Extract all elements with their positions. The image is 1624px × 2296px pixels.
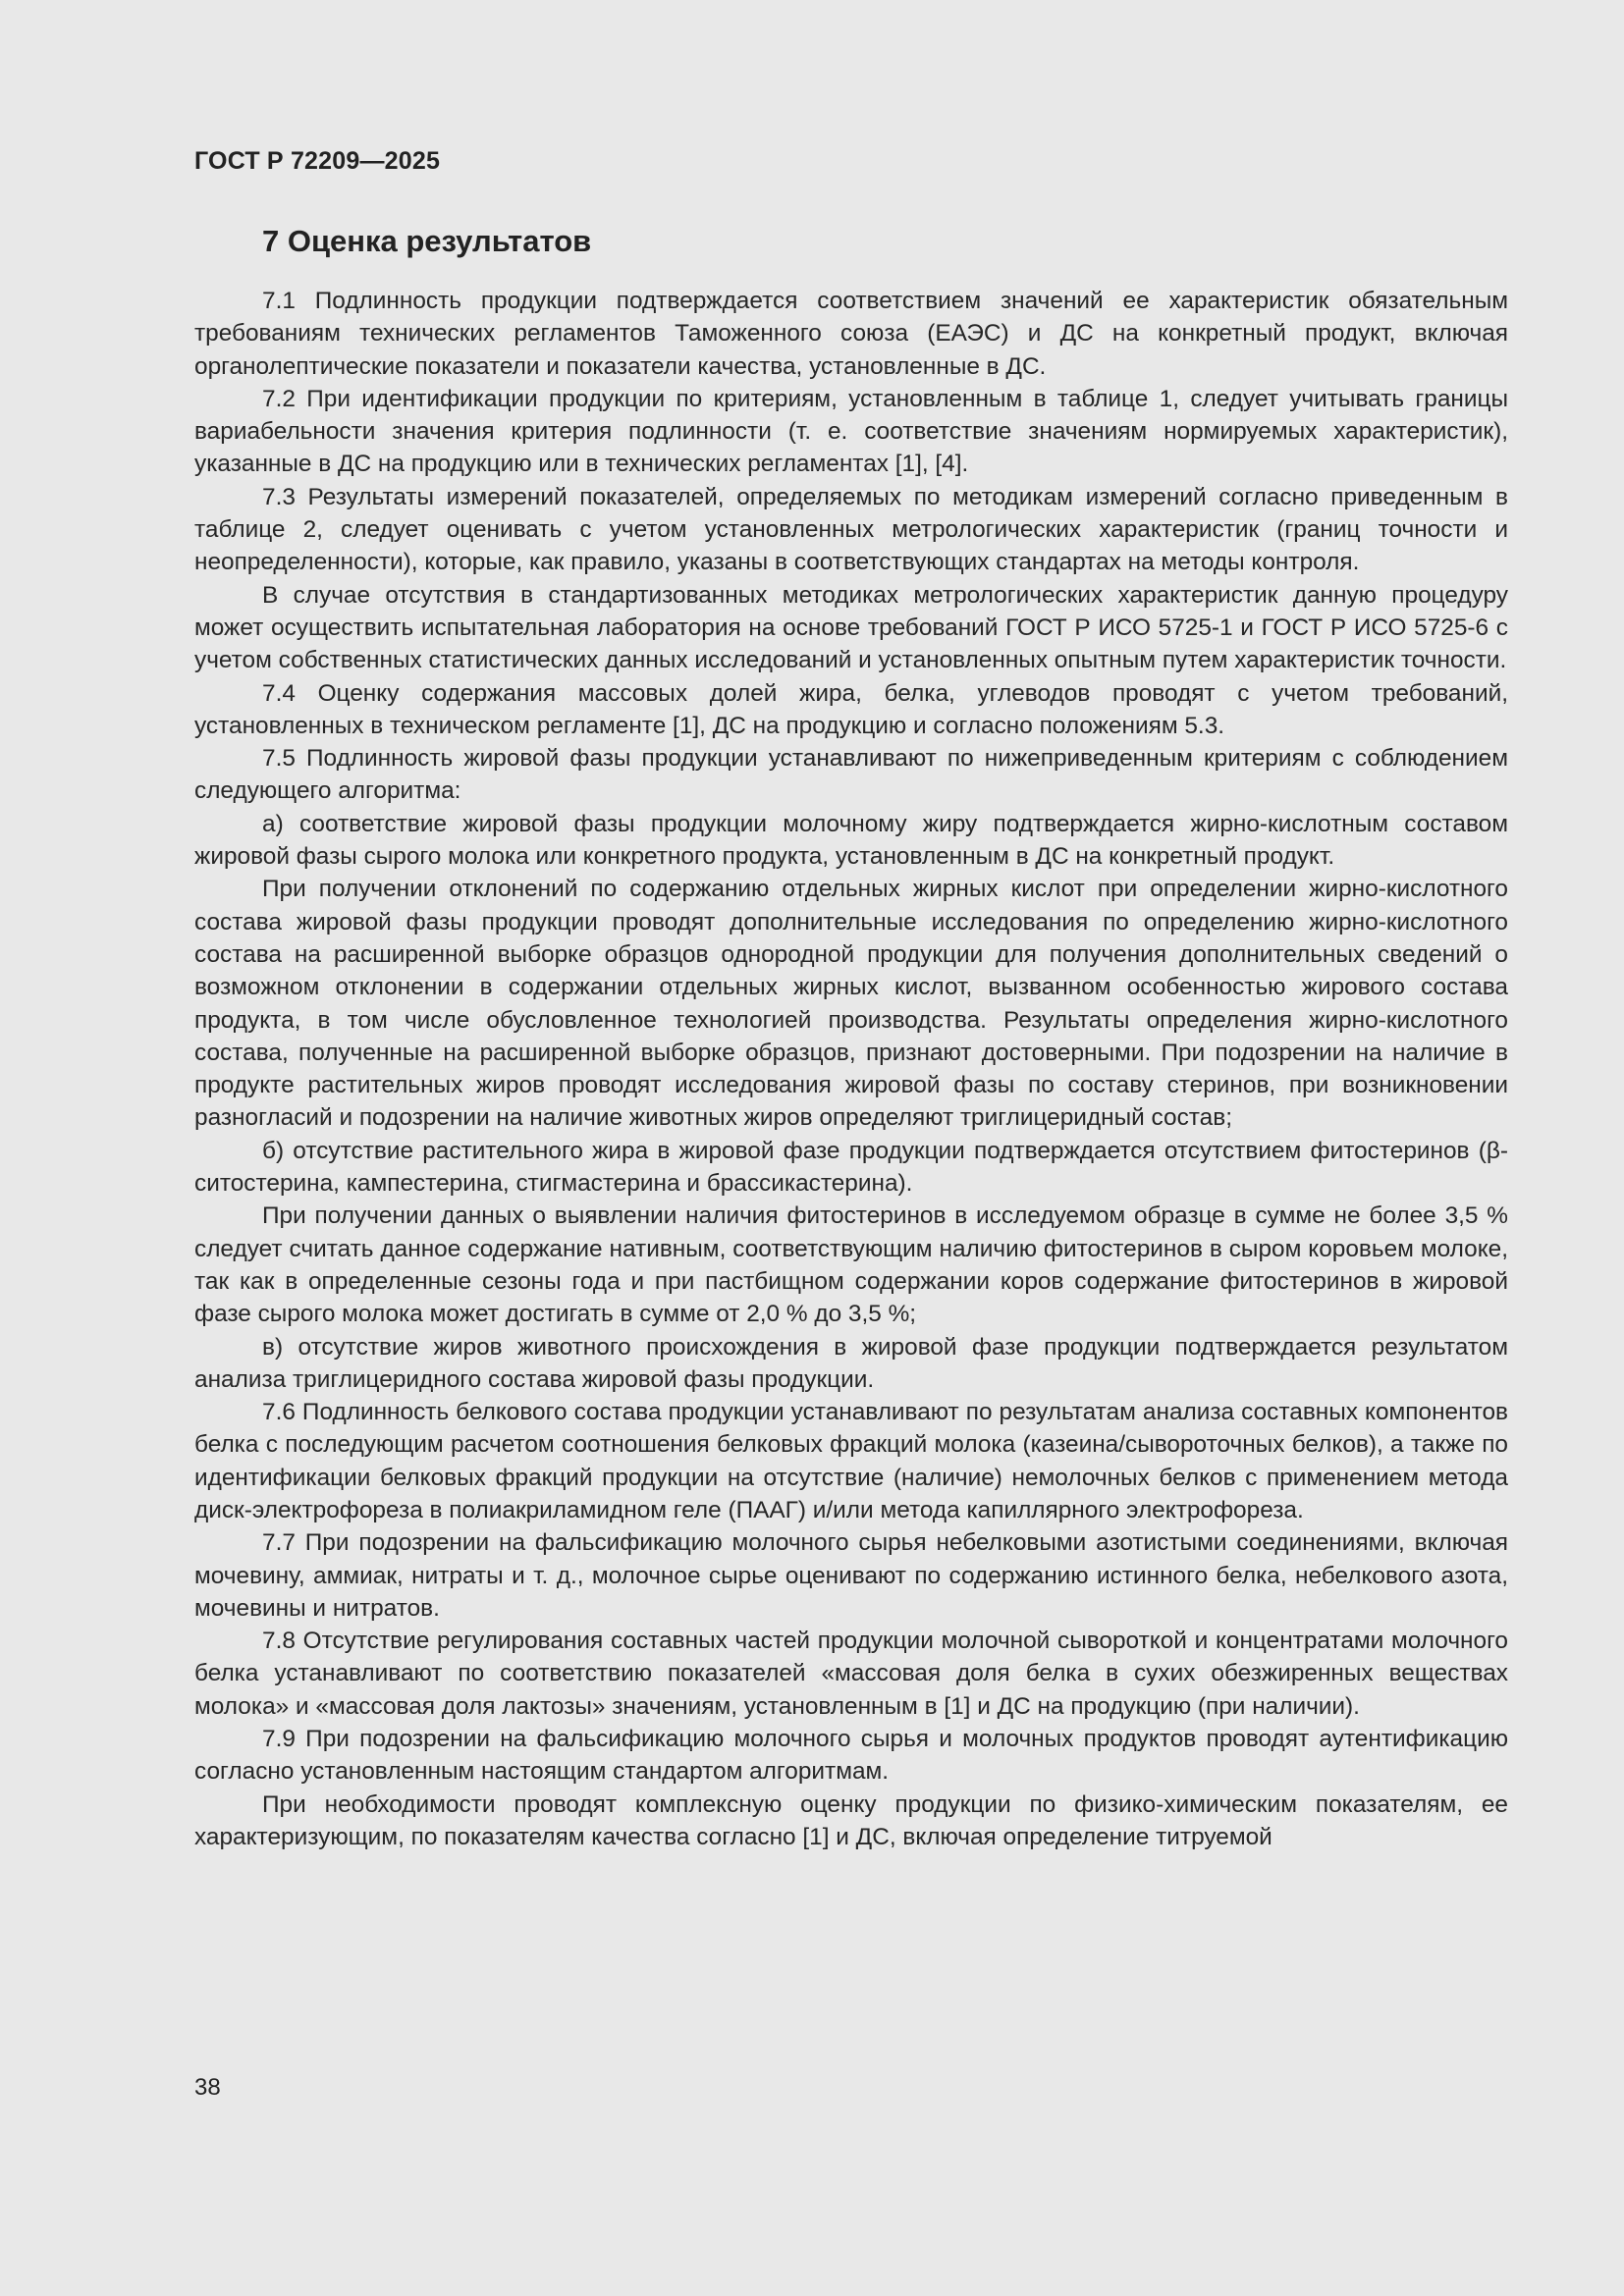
paragraph-7-9-continued: При необходимости проводят комплексную оценку продукции по физико-химическим показателям, ее характеризующим, по показателям качества согласно [1] и ДС, включая определение титруемой [194, 1790, 1508, 1850]
paragraph-7-2: 7.2 При идентификации продукции по критериям, установленным в таблице 1, следует учитывать границы вариабельности значения критерия подлинности (т. е. соответствие значениям нормируемых характеристик), указанные в ДС на продукцию или в технических регламентах [1], [4]. [194, 385, 1508, 478]
paragraph-7-5: 7.5 Подлинность жировой фазы продукции устанавливают по нижеприведенным критериям с соблюдением следующего алгоритма: [194, 745, 1508, 805]
paragraph-7-5-b-details: При получении данных о выявлении наличия фитостеринов в исследуемом образце в сумме не более 3,5 % следует считать данное содержание нативным, соответствующим наличию фитостеринов в сыром коровьем молоке, так как в определенные сезоны года и при пастбищном содержании коров содержание фитостеринов в жировой фазе сырого молока может достигать в сумме от 2,0 % до 3,5 %; [194, 1202, 1508, 1328]
paragraph-7-1: 7.1 Подлинность продукции подтверждается соответствием значений ее характеристик обязательным требованиям технических регламентов Таможенного союза (ЕАЭС) и ДС на конкретный продукт, включая органолептические показатели и показатели качества, установленные в ДС. [194, 288, 1508, 380]
page-number: 38 [194, 2074, 221, 2101]
paragraph-7-9: 7.9 При подозрении на фальсификацию молочного сырья и молочных продуктов проводят аутентификацию согласно установленным настоящим стандартом алгоритмам. [194, 1726, 1508, 1786]
paragraph-7-7: 7.7 При подозрении на фальсификацию молочного сырья небелковыми азотистыми соединениями, включая мочевину, аммиак, нитраты и т. д., молочное сырье оценивают по содержанию истинного белка, небелкового азота, мочевины и нитратов. [194, 1529, 1508, 1622]
paragraph-7-5-a: а) соответствие жировой фазы продукции молочному жиру подтверждается жирно-кислотным составом жировой фазы сырого молока или конкретного продукта, установленным в ДС на конкретный продукт. [194, 810, 1508, 871]
paragraph-7-3: 7.3 Результаты измерений показателей, определяемых по методикам измерений согласно приведенным в таблице 2, следует оценивать с учетом установленных метрологических характеристик (границ точности и неопределенности), которые, как правило, указаны в соответствующих стандартах на методы контроля. [194, 483, 1508, 576]
paragraph-7-5-a-details: При получении отклонений по содержанию отдельных жирных кислот при определении жирно-кислотного состава жировой фазы продукции проводят дополнительные исследования по определению жирно-кислотного состава на расширенной выборке образцов однородной продукции для получения дополнительных сведений о возможном отклонении в содержании отдельных жирных кислот, вызванном особенностью жирового состава продукта, в том числе обусловленное технологией производства. Результаты определения жирно-кислотного состава, полученные на расширенной выборке образцов, признают достоверными. При подозрении на наличие в продукте растительных жиров проводят исследования жировой фазы по составу стеринов, при возникновении разногласий и подозрении на наличие животных жиров определяют триглицеридный состав; [194, 876, 1508, 1132]
paragraph-7-5-b: б) отсутствие растительного жира в жировой фазе продукции подтверждается отсутствием фитостеринов (β-ситостерина, кампестерина, стигмастерина и брассикастерина). [194, 1137, 1508, 1198]
section-title: 7 Оценка результатов [262, 224, 592, 258]
document-header: ГОСТ Р 72209—2025 [194, 147, 441, 175]
paragraph-7-5-v: в) отсутствие жиров животного происхождения в жировой фазе продукции подтверждается результатом анализа триглицеридного состава жировой фазы продукции. [194, 1333, 1508, 1393]
paragraph-7-8: 7.8 Отсутствие регулирования составных частей продукции молочной сывороткой и концентратами молочного белка устанавливают по соответствию показателей «массовая доля белка в сухих обезжиренных веществах молока» и «массовая доля лактозы» значениям, установленным в [1] и ДС на продукцию (при наличии). [194, 1628, 1508, 1720]
body-text [194, 285, 1508, 1853]
paragraph-7-3-continued: В случае отсутствия в стандартизованных методиках метрологических характеристик данную процедуру может осуществить испытательная лаборатория на основе требований ГОСТ Р ИСО 5725-1 и ГОСТ Р ИСО 5725-6 с учетом собственных статистических данных исследований и установленных опытным путем характеристик точности. [194, 581, 1508, 674]
paragraph-7-6: 7.6 Подлинность белкового состава продукции устанавливают по результатам анализа составных компонентов белка с последующим расчетом соотношения белковых фракций молока (казеина/сывороточных белков), а также по идентификации белковых фракций продукции на отсутствие (наличие) немолочных белков с применением метода диск-электрофореза в полиакриламидном геле (ПААГ) и/или метода капиллярного электрофореза. [194, 1399, 1508, 1523]
paragraph-7-4: 7.4 Оценку содержания массовых долей жира, белка, углеводов проводят с учетом требований, установленных в техническом регламенте [1], ДС на продукцию и согласно положениям 5.3. [194, 679, 1508, 739]
